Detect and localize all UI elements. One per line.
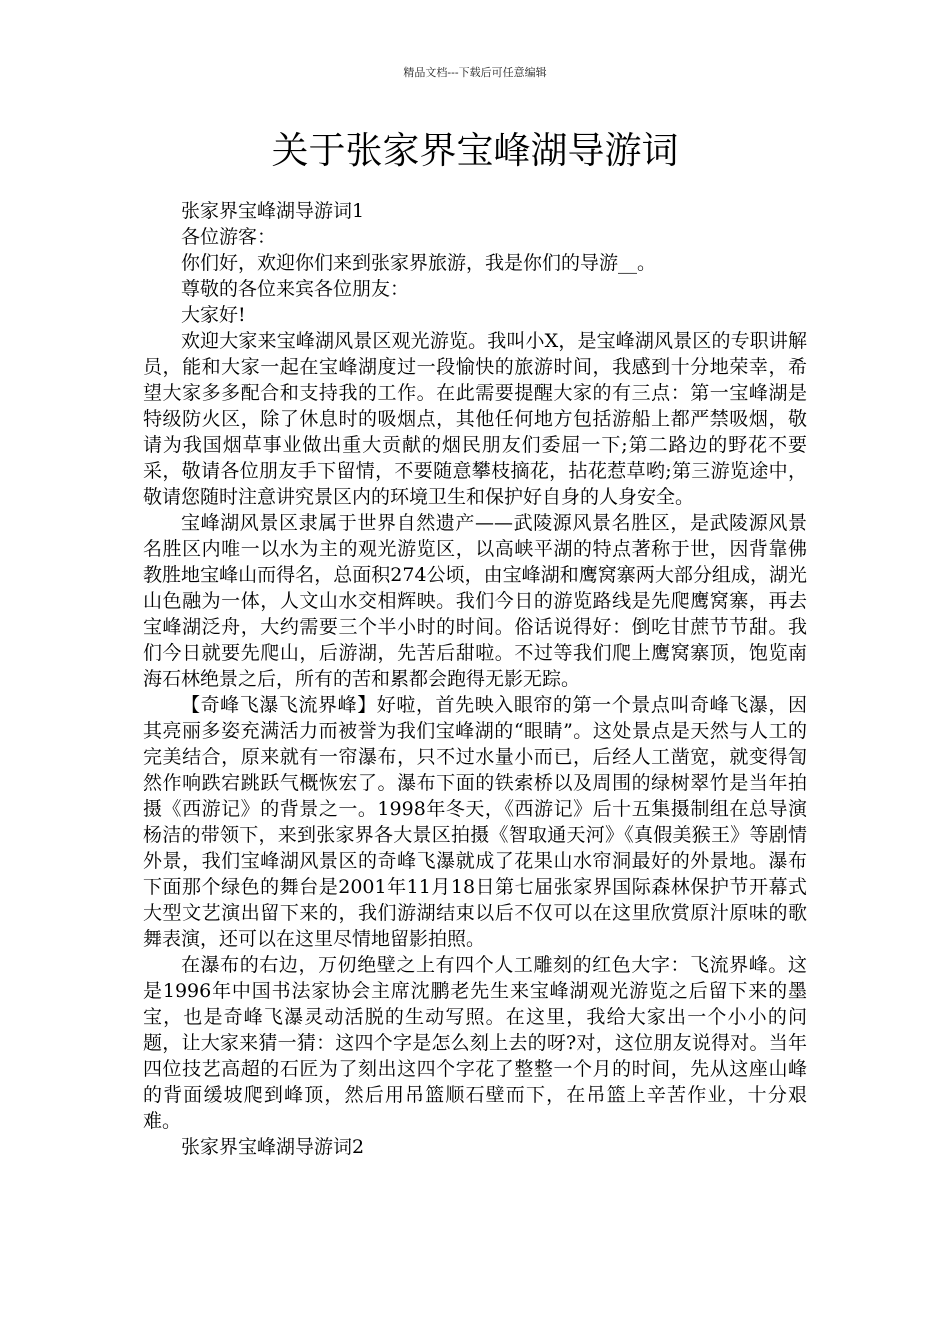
paragraph-section-heading-2: 张家界宝峰湖导游词2 <box>181 1136 365 1158</box>
paragraph-scenic-area: 宝峰湖风景区隶属于世界自然遗产——武陵源风景名胜区，是武陵源风景名胜区内唯一以水为主的观光游览区，以高峡平湖的特点著称于世，因背靠佛教胜地宝峰山而得名，总面积274公顷，由宝峰湖和鹰窝寨两大部分组成，湖光山色融为一体，人文山水交相辉映。我们今日的游览路线是先爬鹰窝寨，再去宝峰湖泛舟，大约需要三个半小时的时间。俗话说得好：倒吃甘蔗节节甜。我们今日就要先爬山，后游湖，先苦后甜啦。不过等我们爬上鹰窝寨顶，饱览南海石林绝景之后，所有的苦和累都会跑得无影无踪。 <box>143 512 807 690</box>
document-body <box>143 198 807 1160</box>
document-title: 关于张家界宝峰湖导游词 <box>271 129 679 172</box>
paragraph-section-heading-1: 张家界宝峰湖导游词1 <box>181 200 365 222</box>
paragraph-welcome: 你们好，欢迎你们来到张家界旅游，我是你们的导游__。 <box>181 252 657 274</box>
paragraph-calligraphy: 在瀑布的右边，万仞绝壁之上有四个人工雕刻的红色大字：飞流界峰。这是1996年中国书法家协会主席沈鹏老先生来宝峰湖观光游览之后留下来的墨宝，也是奇峰飞瀑灵动活脱的生动写照。在这里，我给大家出一个小小的问题，让大家来猜一猜：这四个字是怎么刻上去的呀?对，这位朋友说得对。当年四位技艺高超的石匠为了刻出这四个字花了整整一个月的时间，先从这座山峰的背面缓坡爬到峰顶，然后用吊篮顺石壁而下，在吊篮上辛苦作业，十分艰难。 <box>143 954 807 1132</box>
paragraph-greeting-guests: 尊敬的各位来宾各位朋友： <box>181 278 410 300</box>
paragraph-greeting-tourists: 各位游客： <box>181 226 277 248</box>
paragraph-hello: 大家好! <box>181 304 246 326</box>
paragraph-introduction: 欢迎大家来宝峰湖风景区观光游览。我叫小X，是宝峰湖风景区的专职讲解员，能和大家一起在宝峰湖度过一段愉快的旅游时间，我感到十分地荣幸，希望大家多多配合和支持我的工作。在此需要提醒大家的有三点：第一宝峰湖是特级防火区，除了休息时的吸烟点，其他任何地方包括游船上都严禁吸烟，敬请为我国烟草事业做出重大贡献的烟民朋友们委屈一下;第二路边的野花不要采，敬请各位朋友手下留情，不要随意攀枝摘花，拈花惹草哟;第三游览途中，敬请您随时注意讲究景区内的环境卫生和保护好自身的人身安全。 <box>143 330 807 508</box>
header-note: 精品文档---下载后可任意编辑 <box>403 66 547 79</box>
paragraph-waterfall: 【奇峰飞瀑飞流界峰】好啦，首先映入眼帘的第一个景点叫奇峰飞瀑，因其亮丽多姿充满活力而被誉为我们宝峰湖的“眼睛”。这处景点是天然与人工的完美结合，原来就有一帘瀑布，只不过水量小而已，后经人工凿宽，就变得訇然作响跌宕跳跃气概恢宏了。瀑布下面的铁索桥以及周围的绿树翠竹是当年拍摄《西游记》的背景之一。1998年冬天，《西游记》后十五集摄制组在总导演杨洁的带领下，来到张家界各大景区拍摄《智取通天河》《真假美猴王》等剧情外景，我们宝峰湖风景区的奇峰飞瀑就成了花果山水帘洞最好的外景地。瀑布下面那个绿色的舞台是2001年11月18日第七届张家界国际森林保护节开幕式大型文艺演出留下来的，我们游湖结束以后不仅可以在这里欣赏原汁原味的歌舞表演，还可以在这里尽情地留影拍照。 <box>143 694 807 950</box>
